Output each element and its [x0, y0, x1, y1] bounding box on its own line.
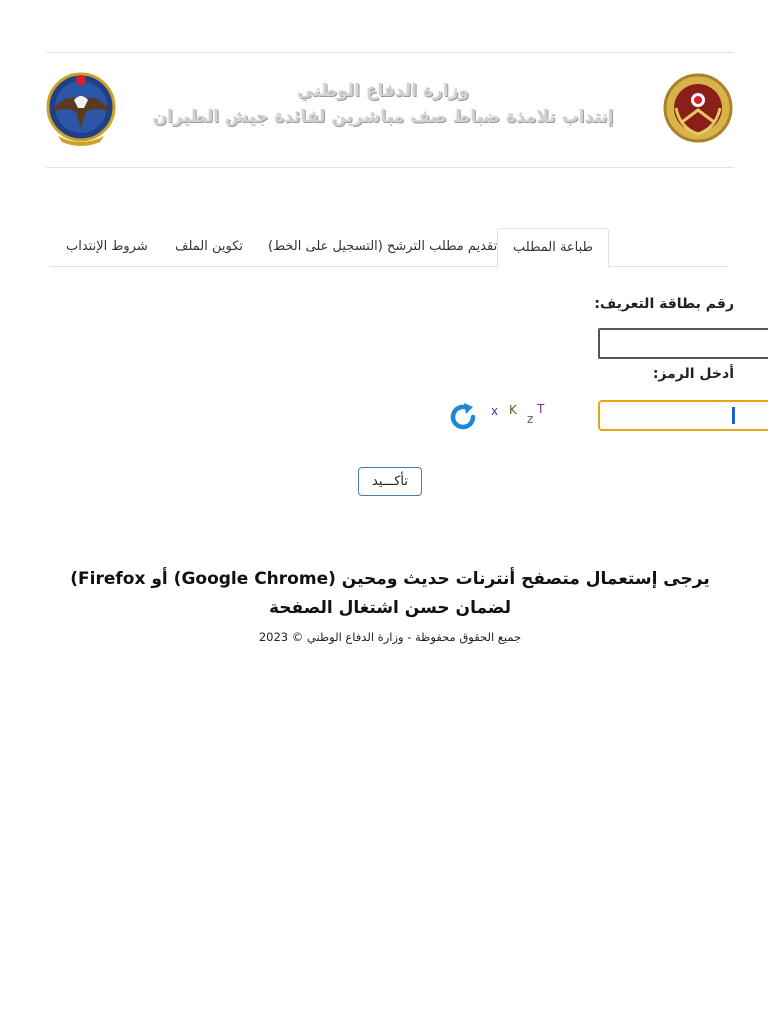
tab-print-application[interactable]: طباعة المطلب: [497, 228, 609, 268]
captcha-code-label: أدخل الرمز:: [652, 366, 734, 382]
tabs-bar: [50, 228, 728, 267]
tab-recruitment-conditions[interactable]: شروط الإنتداب: [66, 239, 148, 254]
id-card-input[interactable]: [598, 328, 768, 359]
copyright-footer: جميع الحقوق محفوظة - وزارة الدفاع الوطني © 2023: [258, 630, 522, 644]
text-cursor: [732, 407, 735, 424]
ministry-title: وزارة الدفاع الوطني: [296, 81, 470, 101]
air-force-eagle-emblem-icon: [44, 70, 118, 148]
header-top-divider: [46, 52, 734, 53]
header-bottom-divider: [46, 167, 734, 168]
captcha-char: x: [491, 404, 499, 418]
tab-file-composition[interactable]: تكوين الملف: [175, 239, 244, 254]
captcha-char: T: [537, 402, 545, 416]
tab-submit-application[interactable]: تقديم مطلب الترشح (التسجيل على الخط): [268, 239, 498, 254]
refresh-icon[interactable]: [448, 402, 478, 432]
captcha-char: K: [509, 403, 517, 417]
site-header: [150, 78, 616, 130]
captcha-code-input[interactable]: [598, 400, 768, 431]
id-card-label: رقم بطاقة التعريف:: [594, 296, 734, 312]
recruitment-subtitle: إنتداب تلامذة ضباط صف مباشرين لفائدة جيش الطيران: [152, 107, 614, 127]
browser-notice: يرجى إستعمال متصفح أنترنات حديث ومحين (Google Chrome) أو Firefox) لضمان حسن اشتغال الصفحة: [70, 569, 710, 618]
army-emblem-icon: [662, 72, 734, 144]
captcha-char: z: [527, 412, 534, 426]
confirm-button[interactable]: تأكـــيد: [358, 467, 422, 496]
